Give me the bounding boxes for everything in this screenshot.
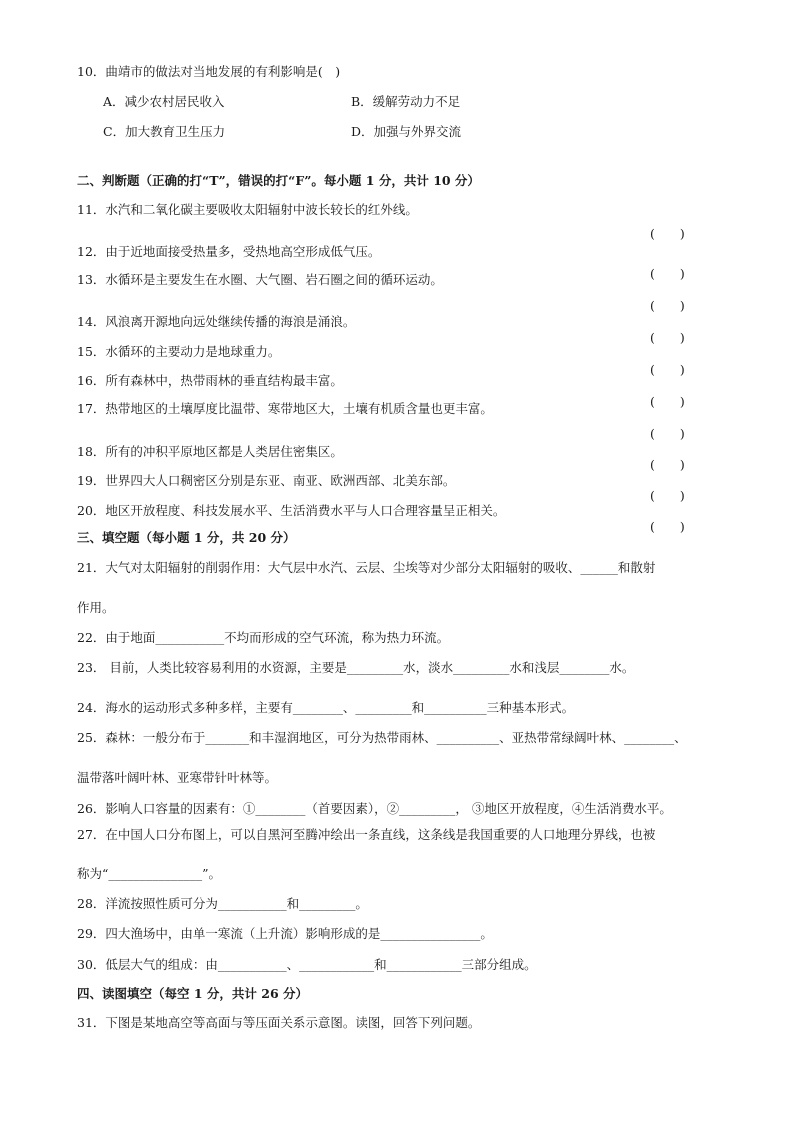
question-31: 31．下图是某地高空等高面与等压面关系示意图。读图，回答下列问题。 (77, 1015, 481, 1030)
answer-paren-14[interactable]: ( ) (650, 330, 685, 345)
question-26: 26．影响人口容量的因素有：①________（首要因素），②_________， ③地区开放程度，④生活消费水平。 (77, 801, 672, 816)
question-12: 12．由于近地面接受热量多，受热地高空形成低气压。 (77, 244, 381, 259)
question-27-line-1: 27．在中国人口分布图上，可以自黑河至腾冲绘出一条直线，这条线是我国重要的人口地理分界线，也被 (77, 827, 656, 842)
answer-paren-20[interactable]: ( ) (650, 519, 685, 534)
question-19: 19．世界四大人口稠密区分别是东亚、南亚、欧洲西部、北美东部。 (77, 473, 456, 488)
question-11: 11．水汽和二氧化碳主要吸收太阳辐射中波长较长的红外线。 (77, 202, 418, 217)
answer-paren-13[interactable]: ( ) (650, 298, 685, 313)
question-10-stem: 10．曲靖市的做法对当地发展的有利影响是( ) (77, 64, 341, 79)
question-21-line-1: 21．大气对太阳辐射的削弱作用：大气层中水汽、云层、尘埃等对少部分太阳辐射的吸收、______和散射 (77, 560, 656, 575)
option-a: A．减少农村居民收入 (103, 94, 225, 109)
question-25-line-1: 25．森林：一般分布于_______和丰湿润地区，可分为热带雨林、__________、亚热带常绿阔叶林、________、 (77, 730, 687, 745)
question-17: 17．热带地区的土壤厚度比温带、寒带地区大，土壤有机质含量也更丰富。 (77, 401, 493, 416)
section-3-heading: 三、填空题（每小题 1 分，共 20 分） (77, 530, 296, 545)
answer-paren-16[interactable]: ( ) (650, 394, 685, 409)
answer-paren-18[interactable]: ( ) (650, 457, 685, 472)
question-22: 22．由于地面___________不均而形成的空气环流，称为热力环流。 (77, 630, 450, 645)
question-29: 29．四大渔场中，由单一寒流（上升流）影响形成的是________________。 (77, 926, 493, 941)
question-28: 28．洋流按照性质可分为___________和_________。 (77, 896, 368, 911)
option-b: B．缓解劳动力不足 (351, 94, 461, 109)
answer-paren-12[interactable]: ( ) (650, 266, 685, 281)
section-4-heading: 四、读图填空（每空 1 分，共计 26 分） (77, 986, 309, 1001)
question-27-line-2: 称为“_______________”。 (77, 866, 222, 881)
answer-paren-17[interactable]: ( ) (650, 426, 685, 441)
answer-paren-11[interactable]: ( ) (650, 226, 685, 241)
option-c: C．加大教育卫生压力 (103, 124, 226, 139)
question-15: 15．水循环的主要动力是地球重力。 (77, 344, 281, 359)
question-25-line-2: 温带落叶阔叶林、亚寒带针叶林等。 (77, 770, 278, 785)
answer-paren-19[interactable]: ( ) (650, 488, 685, 503)
question-14: 14．风浪离开源地向远处继续传播的海浪是涌浪。 (77, 314, 356, 329)
question-21-line-2: 作用。 (77, 600, 115, 615)
question-16: 16．所有森林中，热带雨林的垂直结构最丰富。 (77, 373, 343, 388)
question-30: 30．低层大气的组成：由___________、____________和____________三部分组成。 (77, 957, 537, 972)
question-13: 13．水循环是主要发生在水圈、大气圈、岩石圈之间的循环运动。 (77, 272, 443, 287)
question-24: 24．海水的运动形式多种多样，主要有________、_________和__________三种基本形式。 (77, 700, 575, 715)
option-d: D．加强与外界交流 (351, 124, 462, 139)
answer-paren-15[interactable]: ( ) (650, 362, 685, 377)
question-18: 18．所有的冲积平原地区都是人类居住密集区。 (77, 444, 343, 459)
question-23: 23． 目前，人类比较容易利用的水资源，主要是_________水，淡水_________水和浅层________水。 (77, 660, 635, 675)
question-20: 20．地区开放程度、科技发展水平、生活消费水平与人口合理容量呈正相关。 (77, 503, 506, 518)
section-2-heading: 二、判断题（正确的打“T”，错误的打“F”。每小题 1 分，共计 10 分） (77, 173, 480, 188)
